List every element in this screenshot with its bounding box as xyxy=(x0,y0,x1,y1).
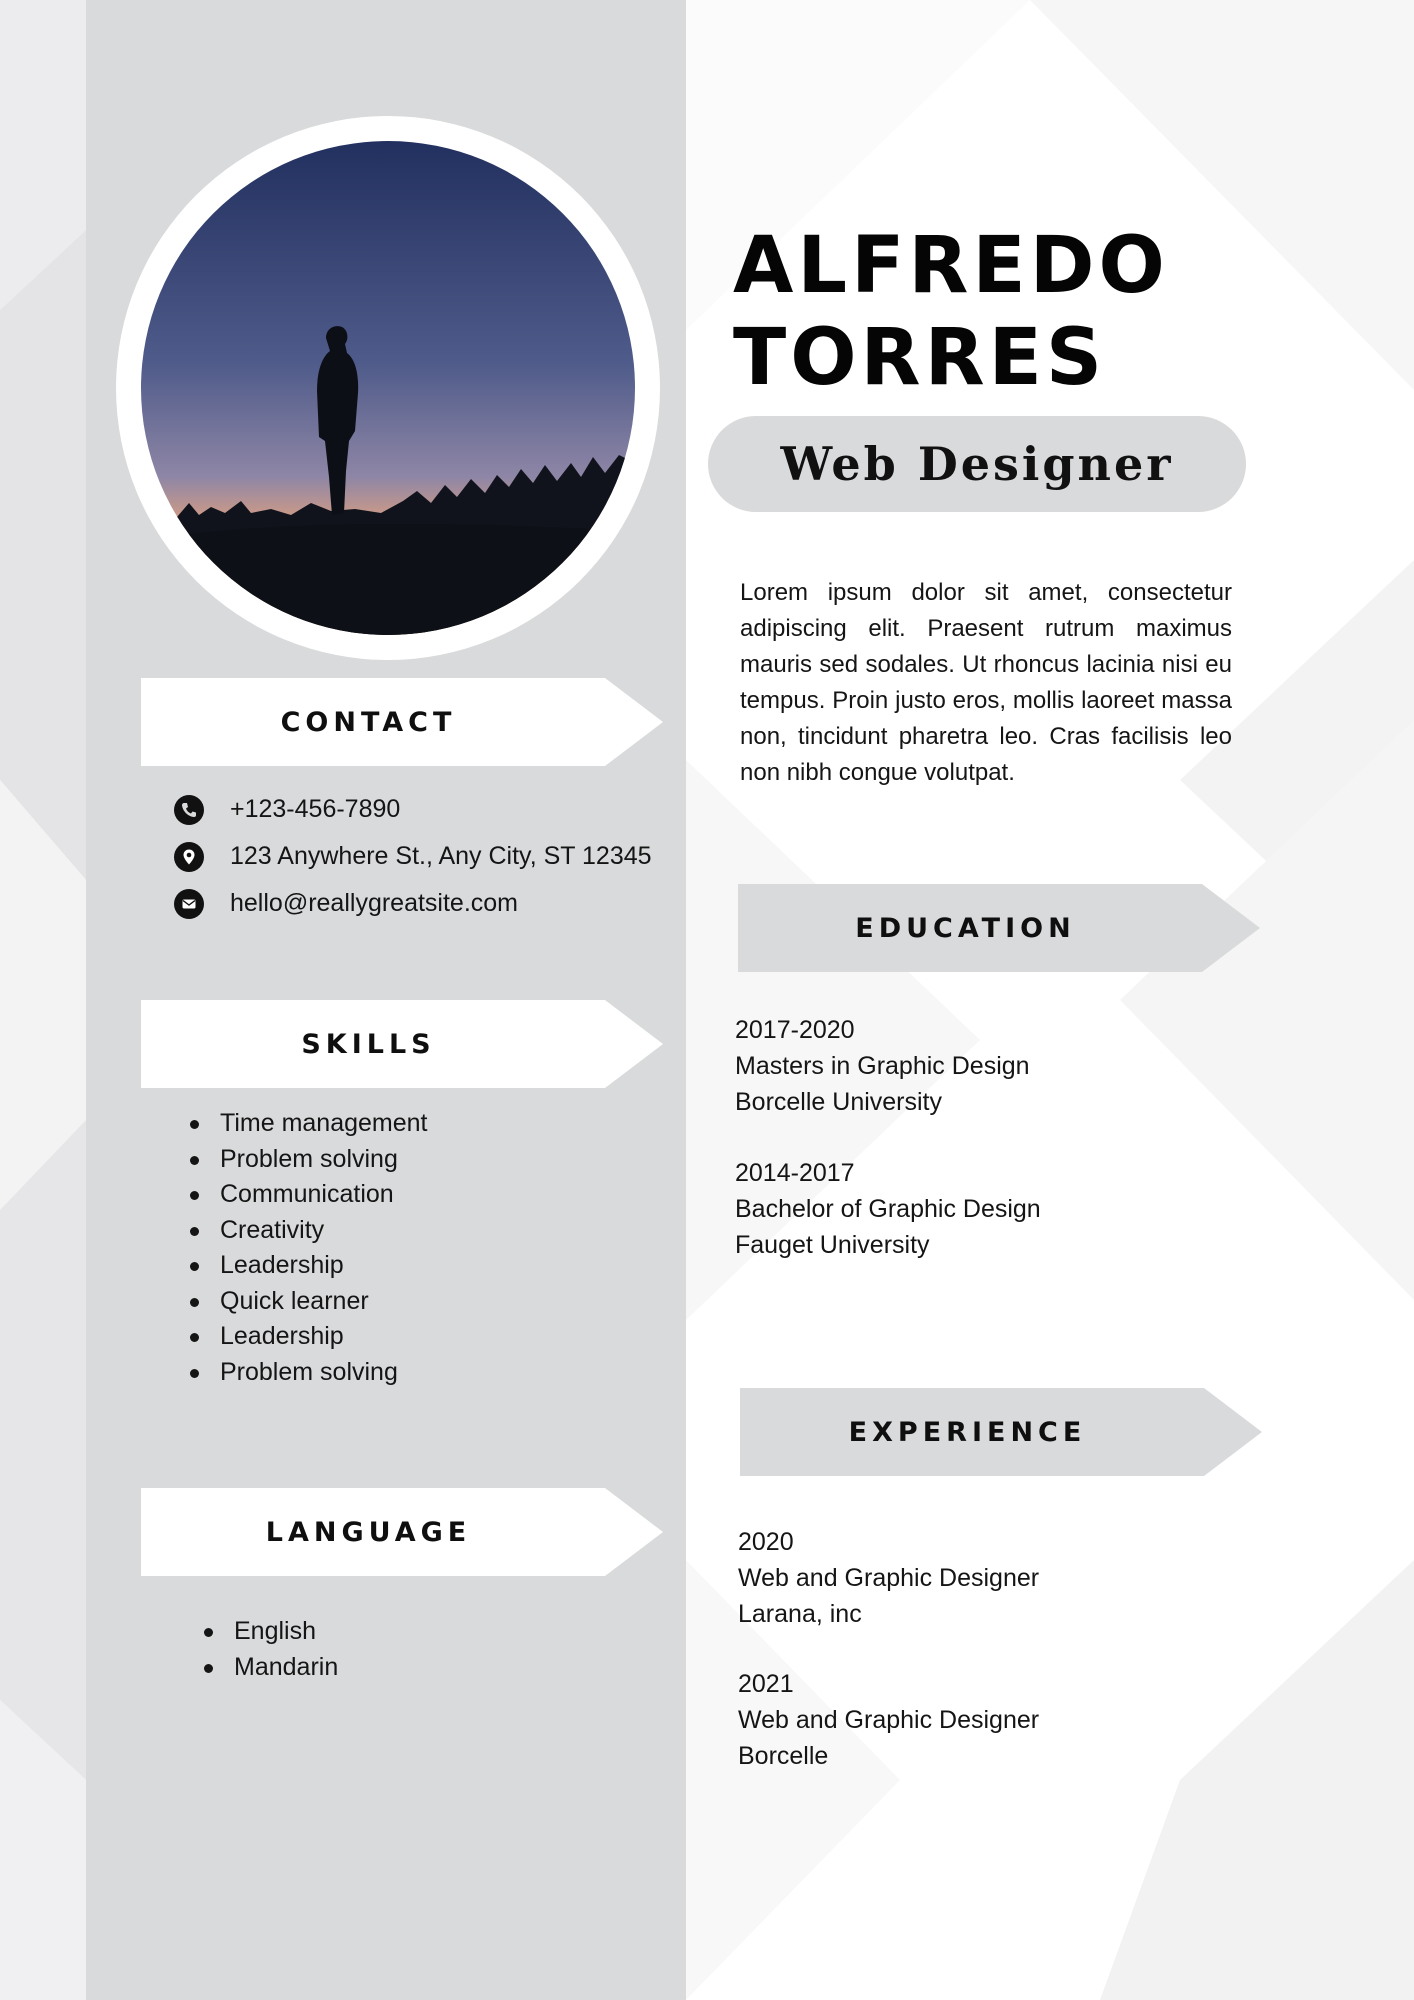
experience-year: 2020 xyxy=(738,1528,794,1556)
education-heading: EDUCATION xyxy=(855,912,1076,944)
experience-role: Web and Graphic Designer xyxy=(738,1706,1040,1734)
last-name: TORRES xyxy=(733,313,1107,403)
contact-email-text: hello@reallygreatsite.com xyxy=(230,889,519,917)
contact-list xyxy=(174,786,652,927)
experience-year: 2021 xyxy=(738,1670,794,1698)
full-name xyxy=(733,220,1169,404)
experience-entry xyxy=(738,1524,1039,1632)
experience-heading: EXPERIENCE xyxy=(848,1416,1087,1448)
language-heading: LANGUAGE xyxy=(265,1516,472,1548)
contact-address-text: 123 Anywhere St., Any City, ST 12345 xyxy=(230,842,652,870)
language-heading-banner xyxy=(141,1488,663,1576)
skills-list xyxy=(190,1106,428,1390)
list-item: Mandarin xyxy=(204,1650,338,1686)
list-item: Communication xyxy=(190,1177,428,1213)
skills-heading: SKILLS xyxy=(301,1028,436,1060)
experience-company: Larana, inc xyxy=(738,1600,862,1628)
education-entry xyxy=(735,1155,1041,1263)
list-item: Leadership xyxy=(190,1319,428,1355)
job-title-pill xyxy=(708,416,1246,512)
list-item: English xyxy=(204,1614,338,1650)
email-icon xyxy=(174,889,204,919)
contact-email xyxy=(174,880,652,927)
location-pin-icon xyxy=(174,842,204,872)
education-degree: Bachelor of Graphic Design xyxy=(735,1195,1041,1223)
education-entry xyxy=(735,1012,1030,1120)
language-list xyxy=(204,1614,338,1685)
contact-heading: CONTACT xyxy=(280,706,457,738)
first-name: ALFREDO xyxy=(733,221,1169,311)
education-years: 2014-2017 xyxy=(735,1159,855,1187)
list-item: Leadership xyxy=(190,1248,428,1284)
contact-address xyxy=(174,833,652,880)
contact-phone-text: +123-456-7890 xyxy=(230,795,401,823)
contact-phone xyxy=(174,786,652,833)
contact-heading-banner xyxy=(141,678,663,766)
experience-heading-banner xyxy=(740,1388,1262,1476)
experience-role: Web and Graphic Designer xyxy=(738,1564,1040,1592)
education-school: Fauget University xyxy=(735,1231,930,1259)
profile-photo xyxy=(141,141,635,635)
skills-heading-banner xyxy=(141,1000,663,1088)
list-item: Time management xyxy=(190,1106,428,1142)
education-degree: Masters in Graphic Design xyxy=(735,1052,1030,1080)
job-title: Web Designer xyxy=(780,437,1174,491)
list-item: Creativity xyxy=(190,1213,428,1249)
experience-entry xyxy=(738,1666,1039,1774)
list-item: Problem solving xyxy=(190,1355,428,1391)
list-item: Problem solving xyxy=(190,1142,428,1178)
list-item: Quick learner xyxy=(190,1284,428,1320)
education-heading-banner xyxy=(738,884,1260,972)
education-school: Borcelle University xyxy=(735,1088,943,1116)
education-years: 2017-2020 xyxy=(735,1016,855,1044)
experience-company: Borcelle xyxy=(738,1742,829,1770)
profile-summary: Lorem ipsum dolor sit amet, consectetur adipiscing elit. Praesent rutrum maximus mauris sed sodales. Ut rhoncus lacinia nisi eu tempus. Proin justo eros, mollis laoreet massa non, tincidunt pharetra leo. Cras facilisis leo non nibh congue volutpat. xyxy=(740,579,1232,786)
phone-icon xyxy=(174,795,204,825)
